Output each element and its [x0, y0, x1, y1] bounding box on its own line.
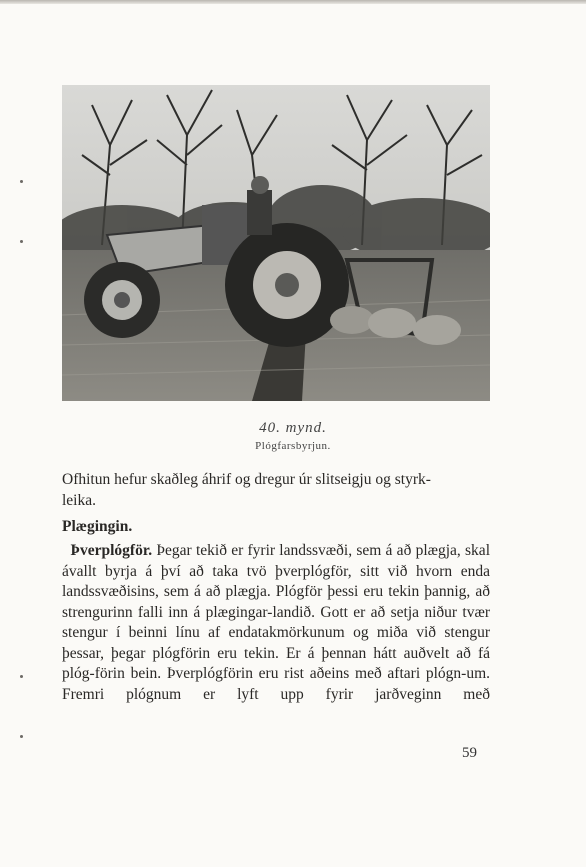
margin-speck: [20, 180, 23, 183]
figure-caption-title: 40. mynd.: [259, 420, 327, 436]
margin-speck: [20, 735, 23, 738]
page-top-edge: [0, 0, 586, 4]
margin-speck: [20, 675, 23, 678]
page-number: 59: [462, 745, 477, 761]
paragraph-overheating: Ofhitun hefur skaðleg áhrif og dregur úr slitseigju og styrk- leika.: [62, 471, 431, 509]
paragraph-ploughing: [62, 541, 490, 705]
section-heading: Plægingin.: [62, 518, 133, 535]
paragraph-lead-term: Þverplógför.: [70, 542, 153, 559]
photo-illustration: [62, 85, 490, 401]
paragraph-body: Þegar tekið er fyrir landssvæði, sem á að plægja, skal ávallt byrja á því að taka tvö þverplógför, sitt við hvorn enda landssvæðisins, sem á að plægja. Plógför þessi eru tekin þannig, að strengurinn falli inn á plægingar-landið. Gott er að setja niður tvær stengur í beinni línu af endatakmörkunum og miða við stengur þessar, þegar plógförin eru tekin. Er á þennan hátt auðvelt að fá plóg-förin bein. Þverplógförin eru rist aðeins með aftari plógn-um. Fremri plógnum er lyft upp fyrir jarðveginn með: [62, 542, 490, 703]
figure-caption-subtitle: Plógfarsbyrjun.: [255, 440, 331, 452]
tractor-plough-photo: [62, 85, 490, 401]
margin-speck: [20, 240, 23, 243]
